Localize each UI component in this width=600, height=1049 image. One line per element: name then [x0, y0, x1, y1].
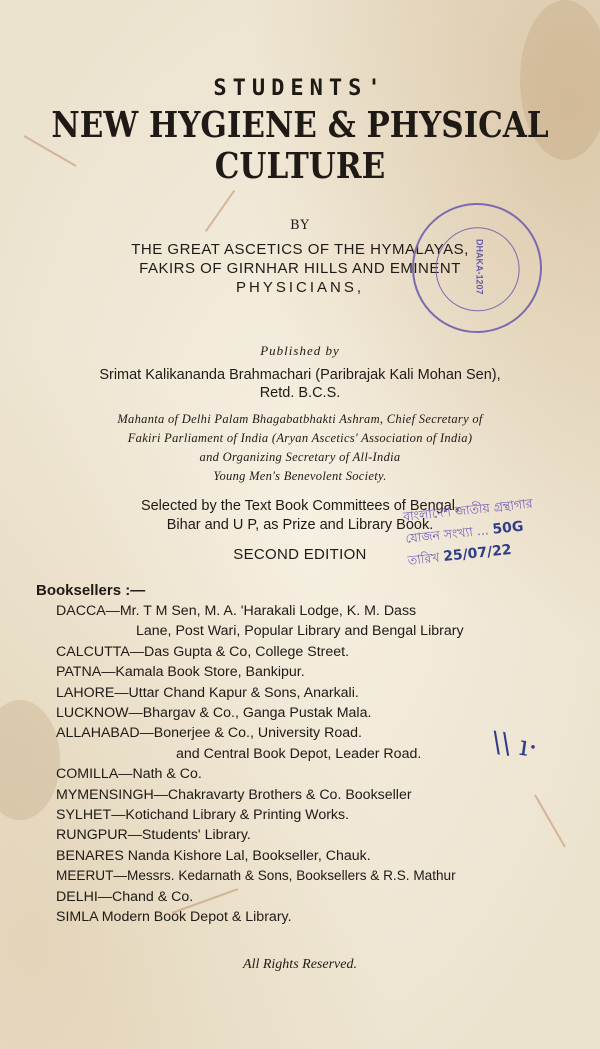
stamp-accession-row: যোজন সংখ্যা ... 50G: [404, 518, 525, 546]
selection-line: Bihar and U P, as Prize and Library Book.: [166, 517, 434, 533]
booksellers-heading: Booksellers :—: [36, 582, 146, 599]
author-line: FAKIRS OF GIRNHAR HILLS AND EMINENT: [139, 260, 461, 277]
stamp-date-label: তারিখ: [406, 549, 441, 568]
bookseller-entry: SIMLA Modern Book Depot & Library.: [56, 909, 292, 926]
title-line-1: STUDENTS': [213, 76, 387, 101]
bookseller-entry: Lane, Post Wari, Popular Library and Bengal Library: [136, 623, 464, 640]
seal-code: DHAKA-1207: [474, 239, 485, 295]
publisher-line: Retd. B.C.S.: [259, 385, 341, 401]
publisher: [0, 366, 600, 402]
stamp-accession-label: যোজন সংখ্যা: [404, 523, 474, 546]
rights-reserved: All Rights Reserved.: [243, 957, 357, 972]
stamp-accession-number: 50G: [491, 518, 525, 538]
bookseller-entry: ALLAHABAD—Bonerjee & Co., University Road.: [56, 725, 362, 742]
desc-line: and Organizing Secretary of All-India: [199, 450, 401, 464]
bookseller-entry: LUCKNOW—Bhargav & Co., Ganga Pustak Mala.: [56, 705, 372, 722]
booksellers-list: [56, 601, 576, 928]
desc-line: Fakiri Parliament of India (Aryan Ascetics' Association of India): [127, 431, 473, 445]
desc-line: Mahanta of Delhi Palam Bhagabatbhakti Ashram, Chief Secretary of: [117, 412, 483, 426]
author-line: THE GREAT ASCETICS OF THE HYMALAYAS,: [131, 241, 469, 258]
library-seal-stamp: [394, 185, 561, 352]
bookseller-entry: DACCA—Mr. T M Sen, M. A. 'Harakali Lodge, K. M. Dass: [56, 603, 417, 619]
by-label: BY: [290, 218, 310, 233]
published-by-label: Published by: [260, 343, 340, 358]
publisher-line: Srimat Kalikananda Brahmachari (Paribrajak Kali Mohan Sen),: [99, 367, 501, 383]
edition-label: SECOND EDITION: [233, 546, 367, 563]
bookseller-entry: PATNA—Kamala Book Store, Bankipur.: [56, 664, 305, 681]
bookseller-entry: MYMENSINGH—Chakravarty Brothers & Co. Bookseller: [56, 786, 412, 803]
desc-line: Young Men's Benevolent Society.: [213, 469, 387, 483]
publisher-description: [0, 410, 600, 486]
selection-line: Selected by the Text Book Committees of Bengal,: [140, 498, 460, 514]
bookseller-entry: LAHORE—Uttar Chand Kapur & Sons, Anarkali.: [56, 684, 359, 701]
bookseller-entry: MEERUT—Messrs. Kedarnath & Sons, Booksellers & R.S. Mathur: [56, 868, 456, 884]
title-line-2: NEW HYGIENE & PHYSICAL CULTURE: [51, 104, 549, 188]
bookseller-entry: COMILLA—Nath & Co.: [56, 766, 202, 783]
bookseller-entry: and Central Book Depot, Leader Road.: [176, 745, 422, 762]
bookseller-entry: RUNGPUR—Students' Library.: [56, 827, 251, 844]
paper-stain: [0, 700, 60, 820]
stamp-library-name: বাংলাদেশ জাতীয় গ্রন্থাগার: [402, 495, 534, 525]
bookseller-entry: DELHI—Chand & Co.: [56, 888, 194, 905]
pen-mark: \\ ı·: [489, 724, 540, 765]
stamp-date-value: 25/07/22: [442, 541, 513, 566]
bookseller-entry: SYLHET—Kotichand Library & Printing Works.: [56, 807, 350, 824]
bookseller-entry: CALCUTTA—Das Gupta & Co, College Street.: [56, 643, 350, 660]
author-line: PHYSICIANS,: [235, 279, 365, 296]
bookseller-entry: BENARES Nanda Kishore Lal, Bookseller, Chauk.: [56, 847, 371, 864]
